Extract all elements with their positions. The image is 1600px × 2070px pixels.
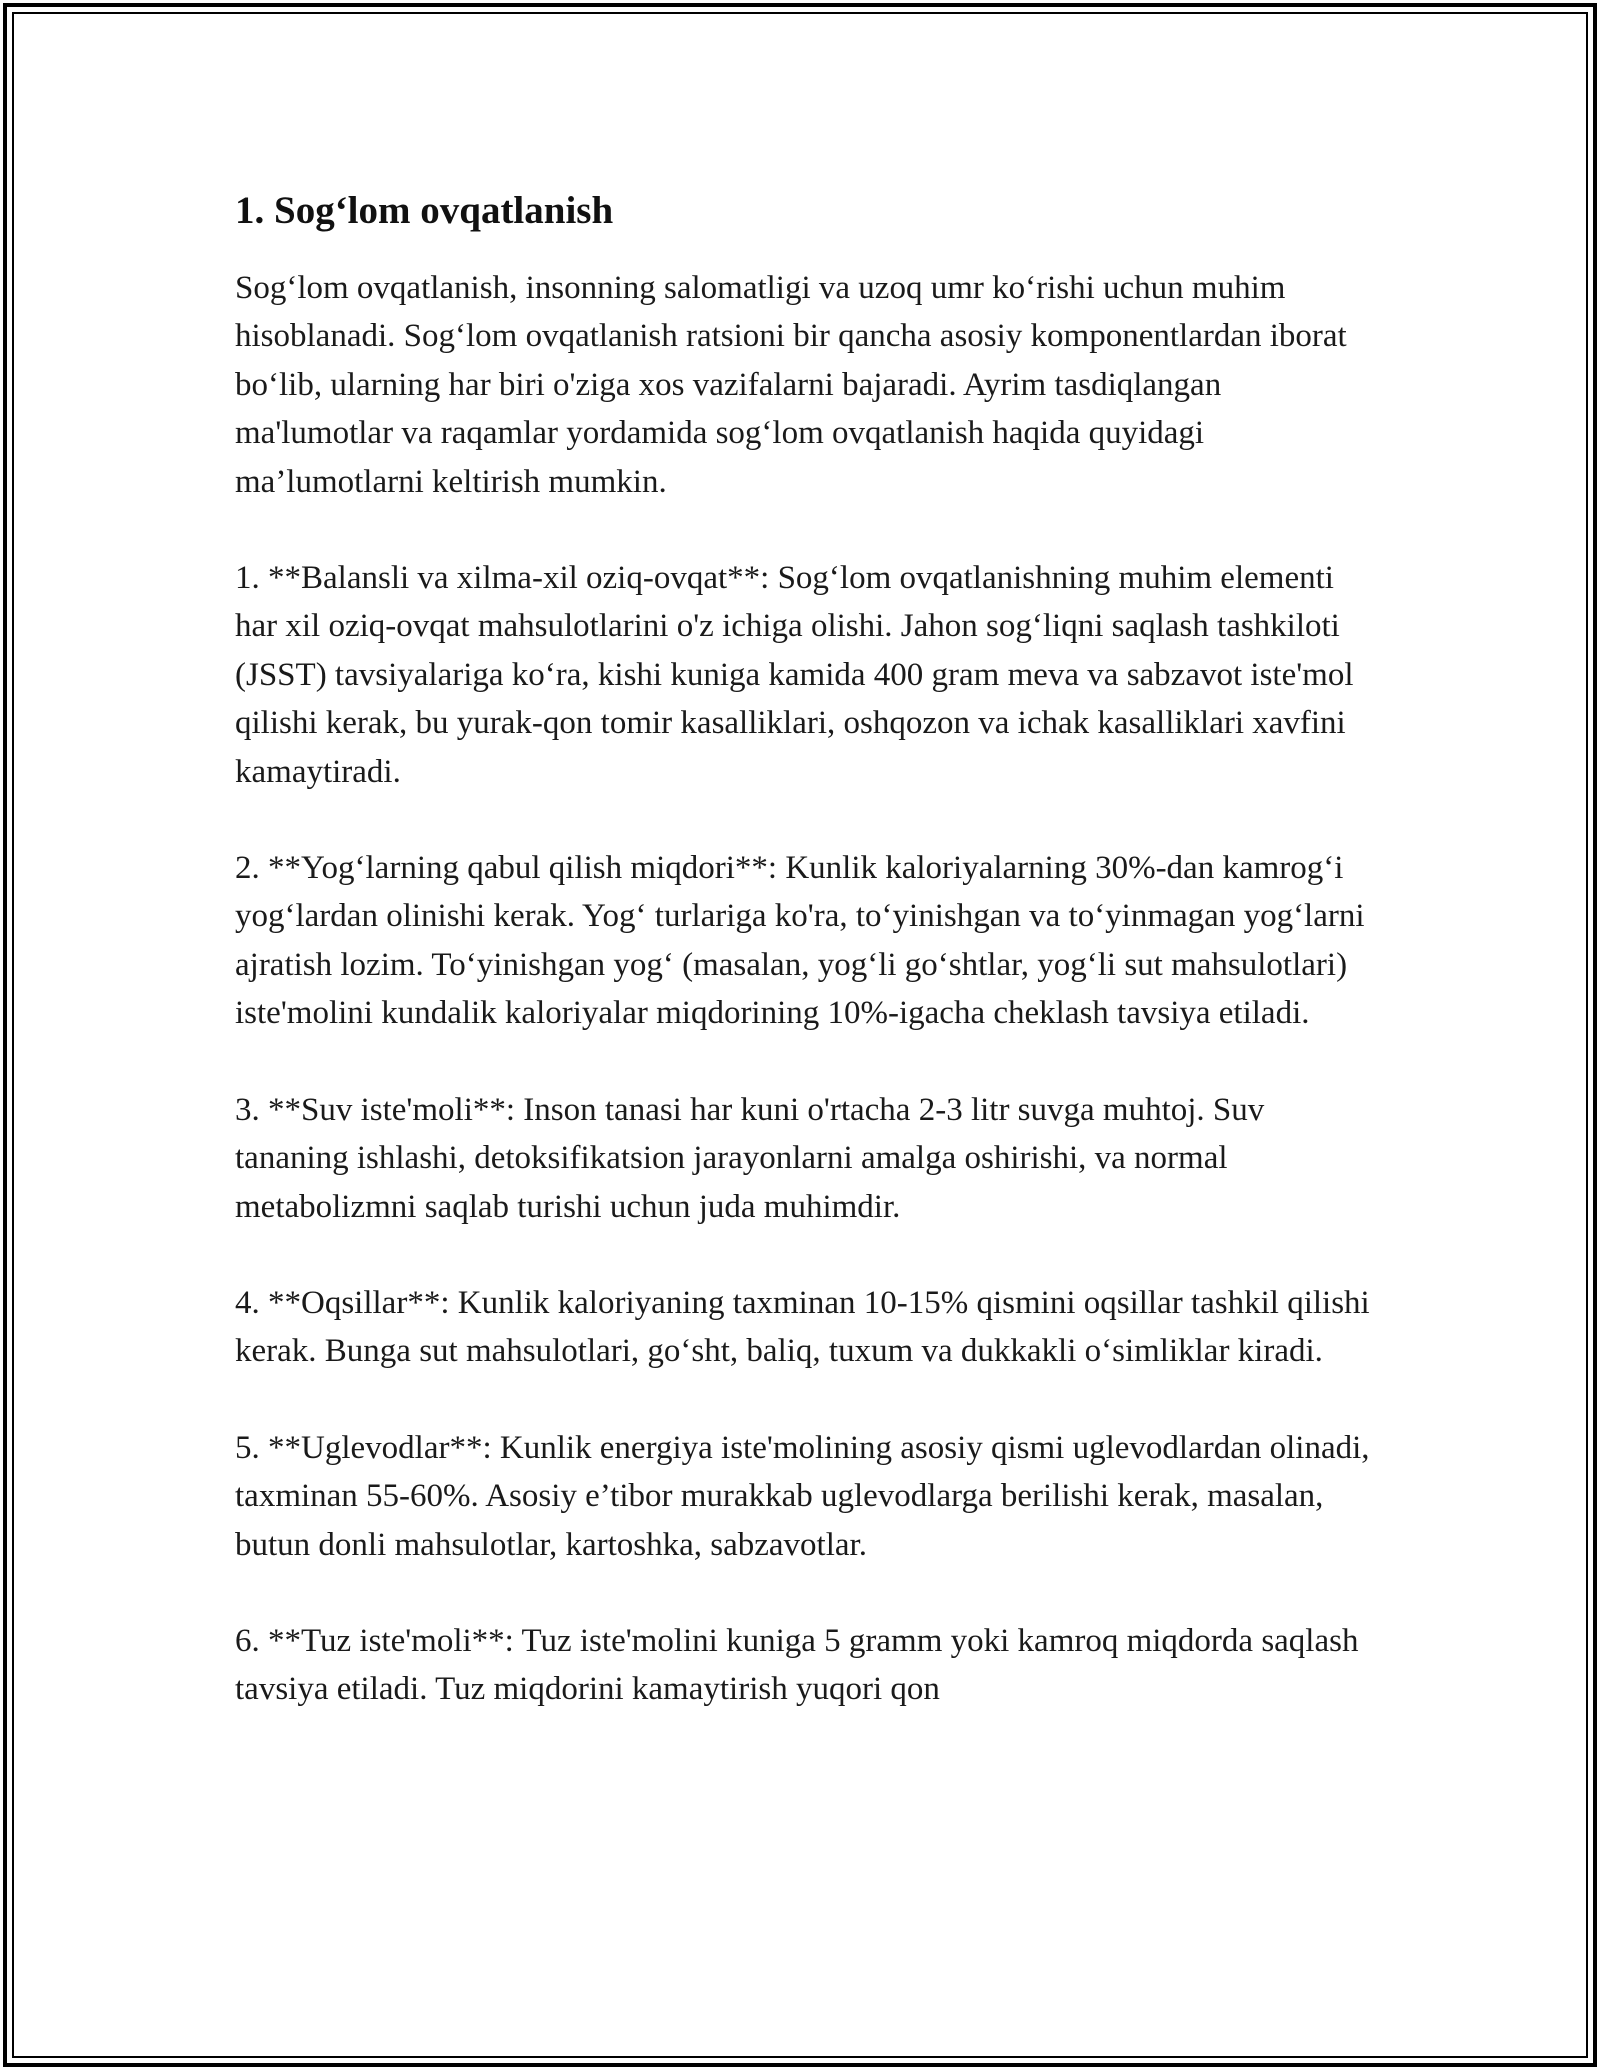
item-fat-intake: 2. **Yog‘larning qabul qilish miqdori**: Kunlik kaloriyalarning 30%-dan kamrog‘i yog‘lardan olinishi kerak. Yog‘ turlariga ko'ra, to‘yinishgan va to‘yinmagan yog‘larni ajratish lozim. To‘yinishgan yog‘ (masalan, yog‘li go‘shtlar, yog‘li sut mahsulotlari) iste'molini kundalik kaloriyalar miqdorining 10%-igacha cheklash tavsiya etiladi. <box>235 850 1365 1032</box>
item-proteins: 4. **Oqsillar**: Kunlik kaloriyaning taxminan 10-15% qismini oqsillar tashkil qilishi kerak. Bunga sut mahsulotlari, go‘sht, baliq, tuxum va dukkakli o‘simliklar kiradi. <box>235 1284 1370 1370</box>
document-body <box>235 186 1370 1762</box>
item-salt-intake: 6. **Tuz iste'moli**: Tuz iste'molini kuniga 5 gramm yoki kamroq miqdorda saqlash tavsiya etiladi. Tuz miqdorini kamaytirish yuqori qon <box>235 1622 1359 1708</box>
item-balanced-diet: 1. **Balansli va xilma-xil oziq-ovqat**: Sog‘lom ovqatlanishning muhim elementi har xil oziq-ovqat mahsulotlarini o'z ichiga olishi. Jahon sog‘liqni saqlash tashkiloti (JSST) tavsiyalariga ko‘ra, kishi kuniga kamida 400 gram meva va sabzavot iste'mol qilishi kerak, bu yurak-qon tomir kasalliklari, oshqozon va ichak kasalliklari xavfini kamaytiradi. <box>235 560 1354 790</box>
intro-paragraph: Sog‘lom ovqatlanish, insonning salomatligi va uzoq umr ko‘rishi uchun muhim hisoblanadi. Sog‘lom ovqatlanish ratsioni bir qancha asosiy komponentlardan iborat bo‘lib, ularning har biri o'ziga xos vazifalarni bajaradi. Ayrim tasdiqlangan ma'lumotlar va raqamlar yordamida sog‘lom ovqatlanish haqida quyidagi ma’lumotlarni keltirish mumkin. <box>235 270 1347 500</box>
page-title: 1. Sog‘lom ovqatlanish <box>235 189 614 232</box>
item-water-intake: 3. **Suv iste'moli**: Inson tanasi har kuni o'rtacha 2-3 litr suvga muhtoj. Suv tananing ishlashi, detoksifikatsion jarayonlarni amalga oshirishi, va normal metabolizmni saqlab turishi uchun juda muhimdir. <box>235 1091 1265 1225</box>
item-carbohydrates: 5. **Uglevodlar**: Kunlik energiya iste'molining asosiy qismi uglevodlardan olinadi, taxminan 55-60%. Asosiy e’tibor murakkab uglevodlarga berilishi kerak, masalan, butun donli mahsulotlar, kartoshka, sabzavotlar. <box>235 1429 1370 1563</box>
